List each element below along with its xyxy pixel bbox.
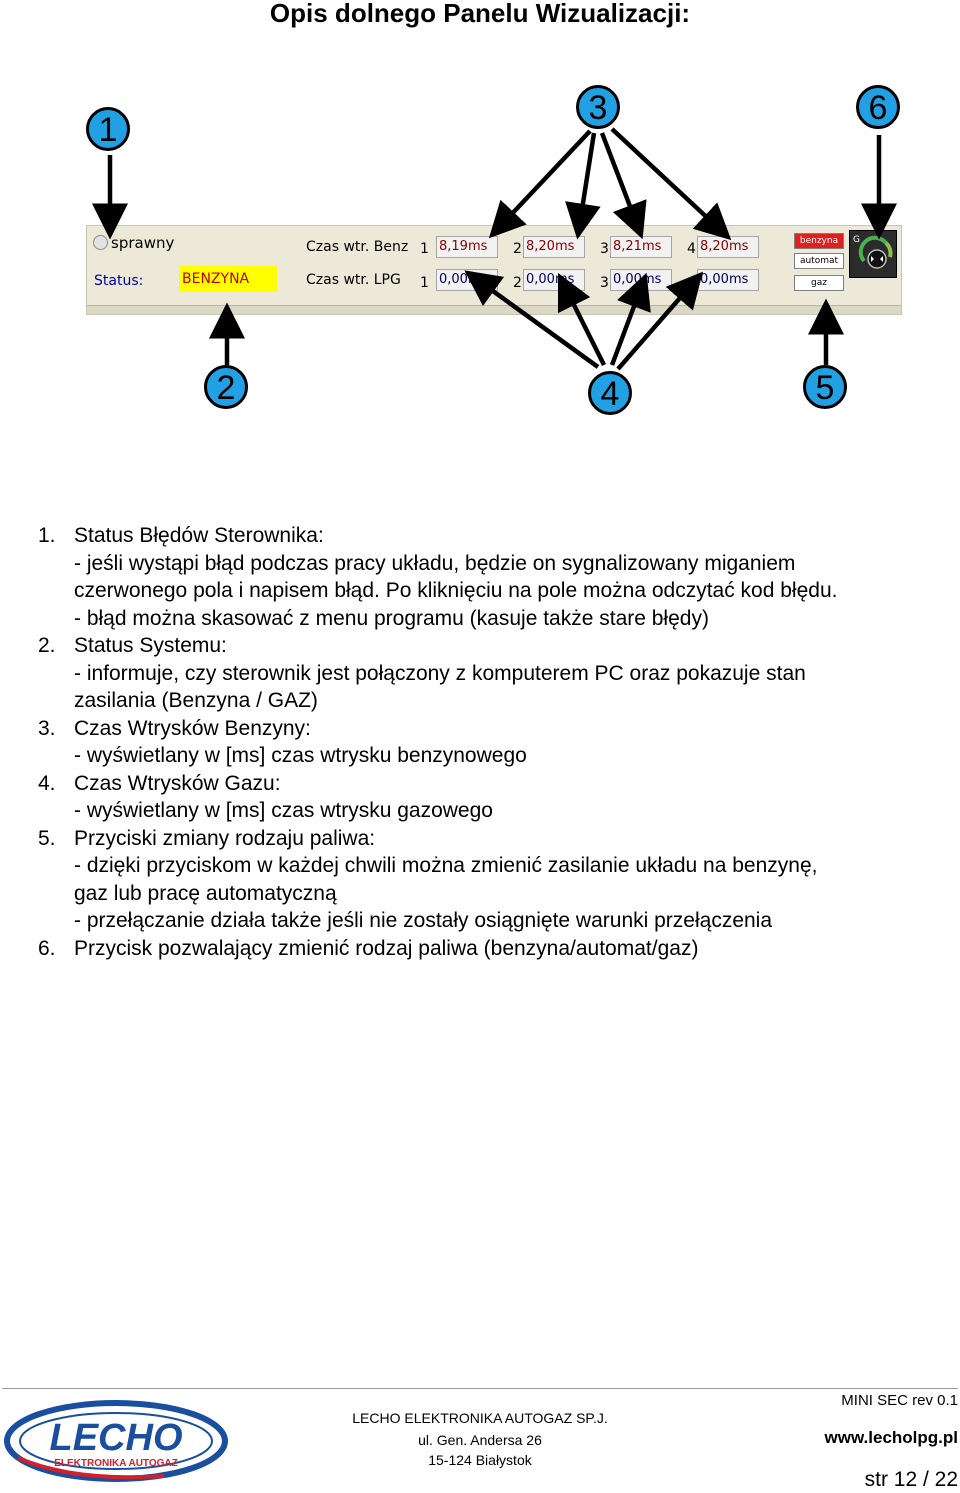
list-item-heading: Status Systemu:	[74, 634, 227, 657]
list-item	[38, 825, 957, 935]
page-number: str 12 / 22	[864, 1468, 958, 1491]
callout-badge-1: 1	[86, 107, 130, 151]
list-item-number: 5.	[38, 826, 56, 850]
list-item-text: - przełączanie działa także jeśli nie zostały osiągnięte warunki przełączenia	[74, 909, 773, 932]
selector-icon	[850, 231, 896, 277]
error-status-text[interactable]: sprawny	[111, 234, 175, 252]
status-label: Status:	[94, 273, 144, 289]
document-revision: MINI SEC rev 0.1	[841, 1392, 958, 1409]
website-link[interactable]: www.lecholpg.pl	[824, 1428, 958, 1447]
benz-injection-3: 8,21ms	[610, 236, 672, 258]
callout-badge-5: 5	[803, 365, 847, 409]
arrow-3c	[602, 133, 641, 235]
selector-letter: G	[853, 235, 860, 245]
fuel-selector-switch[interactable]	[849, 230, 897, 278]
arrow-3a	[492, 131, 590, 235]
list-item	[38, 770, 957, 825]
logo-subtext: ELEKTRONIKA AUTOGAZ	[54, 1458, 178, 1469]
list-item-text: - wyświetlany w [ms] czas wtrysku benzynowego	[74, 744, 527, 767]
list-item-number: 6.	[38, 936, 56, 960]
description-list	[38, 522, 957, 962]
list-item	[38, 715, 957, 770]
benz-channel-4: 4	[687, 241, 696, 257]
visualization-panel	[86, 225, 902, 315]
lpg-channel-2: 2	[513, 275, 522, 291]
list-item	[38, 522, 957, 632]
panel-bottom-bar	[87, 305, 901, 314]
panel-figure	[0, 75, 960, 435]
list-item-text: - wyświetlany w [ms] czas wtrysku gazowego	[74, 799, 493, 822]
list-item-number: 2.	[38, 634, 56, 657]
benz-channel-3: 3	[600, 241, 609, 257]
benz-channel-1: 1	[420, 241, 429, 257]
benz-injection-2: 8,20ms	[523, 236, 585, 258]
error-status-led[interactable]	[93, 235, 108, 250]
lpg-channel-1: 1	[420, 275, 429, 291]
fuel-status-box: BENZYNA	[179, 266, 277, 292]
page-footer	[0, 1388, 960, 1493]
list-item-heading: Czas Wtrysków Gazu:	[74, 771, 281, 795]
lpg-injection-label: Czas wtr. LPG	[306, 272, 401, 288]
fuel-button-benzyna[interactable]: benzyna	[794, 233, 844, 249]
list-item-text: - informuje, czy sterownik jest połączony z komputerem PC oraz pokazuje stan	[74, 661, 806, 685]
callout-badge-4: 4	[588, 371, 632, 415]
list-item	[38, 632, 957, 715]
fuel-button-gaz[interactable]: gaz	[794, 275, 844, 291]
footer-divider	[2, 1388, 958, 1389]
list-item-text: - dzięki przyciskom w każdej chwili można zmienić zasilanie układu na benzynę,	[74, 854, 818, 877]
list-item	[38, 935, 957, 963]
benz-injection-4: 8,20ms	[697, 236, 759, 258]
callout-badge-3: 3	[576, 85, 620, 129]
list-item-heading: Czas Wtrysków Benzyny:	[74, 716, 311, 740]
lpg-channel-4: 4	[687, 275, 696, 291]
benz-injection-label: Czas wtr. Benz	[306, 239, 409, 255]
lpg-channel-3: 3	[600, 275, 609, 291]
list-item-text: czerwonego pola i napisem błąd. Po kliknięciu na pole można odczytać kod błędu.	[74, 579, 838, 602]
callout-badge-6: 6	[856, 85, 900, 129]
lpg-injection-4: 0,00ms	[697, 269, 759, 291]
company-street: ul. Gen. Andersa 26	[418, 1432, 542, 1448]
fuel-button-automat[interactable]: automat	[794, 253, 844, 269]
callout-badge-2: 2	[204, 365, 248, 409]
arrow-3b	[578, 133, 594, 235]
list-item-text: - jeśli wystąpi błąd podczas pracy układu, będzie on sygnalizowany miganiem	[74, 551, 796, 575]
lecho-logo	[4, 1398, 228, 1484]
list-item-heading: Przyciski zmiany rodzaju paliwa:	[74, 826, 376, 850]
lpg-injection-2: 0,00ms	[523, 269, 585, 291]
list-item-text: zasilania (Benzyna / GAZ)	[74, 689, 318, 712]
list-item-text: gaz lub pracę automatyczną	[74, 881, 337, 905]
list-item-number: 4.	[38, 771, 56, 795]
lpg-injection-1: 0,00ms	[436, 269, 498, 291]
list-item-number: 3.	[38, 716, 56, 740]
list-item-heading: Status Błędów Sterownika:	[74, 524, 324, 547]
list-item-heading: Przycisk pozwalający zmienić rodzaj paliwa (benzyna/automat/gaz)	[74, 936, 699, 960]
company-name: LECHO ELEKTRONIKA AUTOGAZ SP.J.	[352, 1410, 608, 1426]
list-item-number: 1.	[38, 524, 56, 547]
benz-channel-2: 2	[513, 241, 522, 257]
company-city: 15-124 Białystok	[428, 1452, 532, 1468]
list-item-text: - błąd można skasować z menu programu (kasuje także stare błędy)	[74, 606, 709, 630]
page-title: Opis dolnego Panelu Wizualizacji:	[269, 0, 691, 28]
lpg-injection-3: 0,00ms	[610, 269, 672, 291]
logo-text: LECHO	[49, 1417, 183, 1459]
arrow-3d	[612, 129, 728, 237]
benz-injection-1: 8,19ms	[436, 236, 498, 258]
